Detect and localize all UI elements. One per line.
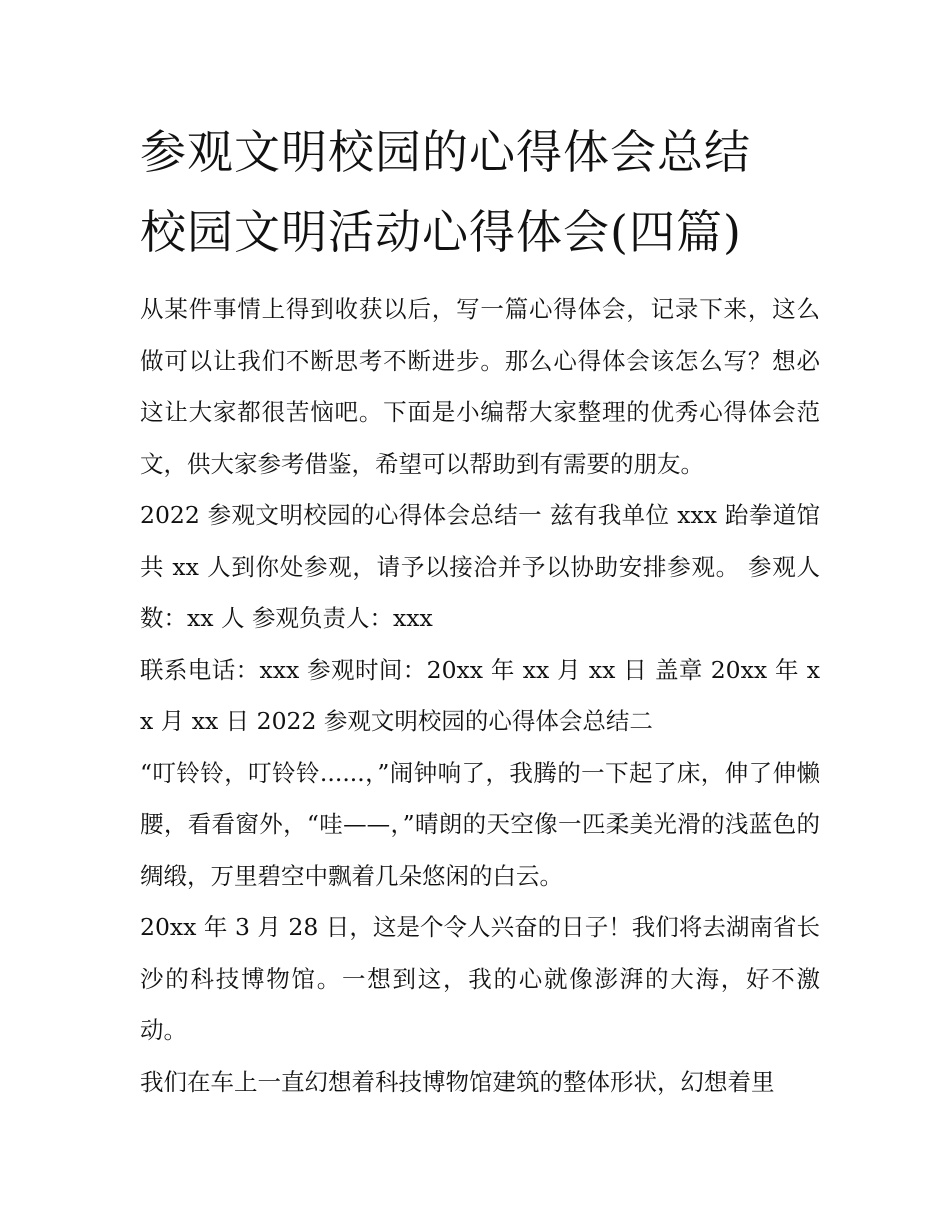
paragraph-contact: 联系电话：xxx 参观时间：20xx 年 xx 月 xx 日 盖章 20xx 年 xx 月 xx 日 2022 参观文明校园的心得体会总结二 — [140, 655, 820, 735]
document-content — [140, 112, 820, 1108]
paragraph-intro: 从某件事情上得到收获以后，写一篇心得体会，记录下来，这么做可以让我们不断思考不断进步。那么心得体会该怎么写？想必这让大家都很苦恼吧。下面是小编帮大家整理的优秀心得体会范文，供大家参考借鉴，希望可以帮助到有需要的朋友。 — [140, 295, 820, 478]
document-title — [140, 112, 820, 272]
paragraph-alarm: “叮铃铃，叮铃铃......，”闹钟响了，我腾的一下起了床，伸了伸懒腰，看看窗外，“哇——，”晴朗的天空像一匹柔美光滑的浅蓝色的绸缎，万里碧空中飘着几朵悠闲的白云。 — [140, 758, 820, 890]
paragraph-date: 20xx 年 3 月 28 日，这是个令人兴奋的日子！我们将去湖南省长沙的科技博物馆。一想到这，我的心就像澎湃的大海，好不激动。 — [140, 913, 820, 1044]
paragraph-bus: 我们在车上一直幻想着科技博物馆建筑的整体形状，幻想着里 — [140, 1067, 775, 1096]
title-line-2: 校园文明活动心得体会(四篇) — [140, 205, 742, 259]
document-body — [140, 284, 820, 1108]
title-line-1: 参观文明校园的心得体会总结 — [140, 125, 751, 179]
paragraph-summary-one: 2022 参观文明校园的心得体会总结一 兹有我单位 xxx 跆拳道馆共 xx 人到你处参观，请予以接洽并予以协助安排参观。 参观人数：xx 人 参观负责人：xxx — [140, 501, 820, 632]
